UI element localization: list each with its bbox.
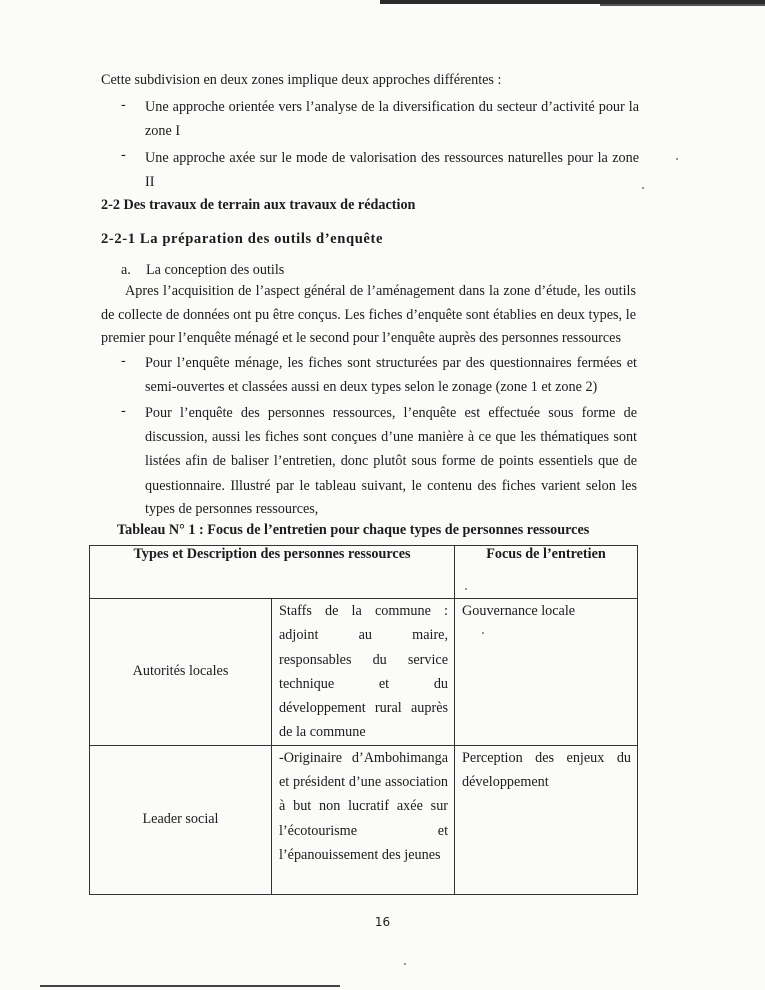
paragraph-line-3: premier pour l’enquête ménagé et le second pour l’enquête auprès des personnes ressources xyxy=(101,330,622,346)
focus-line: Gouvernance locale xyxy=(462,603,576,619)
bullet-dash: - xyxy=(121,97,126,113)
subsection-heading: 2-2-1 La préparation des outils d’enquête xyxy=(101,231,384,247)
focus-line: développement xyxy=(462,774,549,791)
scan-speck xyxy=(465,588,467,590)
bullet-1-line2: semi-ouvertes et classées aussi en deux types selon le zonage (zone 1 et zone 2) xyxy=(145,379,598,395)
item-a-label: La conception des outils xyxy=(146,262,285,278)
scan-bottom-edge xyxy=(40,985,340,987)
description-line: responsables du service xyxy=(279,651,449,668)
bullet-dash: - xyxy=(121,403,126,419)
scan-speck xyxy=(482,632,484,634)
paragraph-line-2: de collecte de données ont pu être conçus. Les fiches d’enquête sont établies en deux types, le xyxy=(101,307,636,323)
description-line: et président d’une association xyxy=(279,774,449,791)
paragraph-line-1: Apres l’acquisition de l’aspect général de l’aménagement dans la zone d’étude, les outils xyxy=(125,283,636,299)
scan-top-edge-inner xyxy=(600,4,765,6)
page-number: 16 xyxy=(374,915,391,929)
bullet-2-line1: Pour l’enquête des personnes ressources, l’enquête est effectuée sous forme de xyxy=(145,405,637,421)
description-line: l’écotourisme et xyxy=(279,822,449,839)
description-line: l’épanouissement des jeunes xyxy=(279,846,441,863)
description-line: adjoint au maire, xyxy=(279,627,449,644)
bullet-dash: - xyxy=(121,353,126,369)
intro-text: Cette subdivision en deux zones implique deux approches différentes : xyxy=(101,72,502,88)
header-types-description: Types et Description des personnes ressources xyxy=(90,546,455,599)
description-line: développement rural auprès xyxy=(279,700,449,717)
category-cell: Leader social xyxy=(90,745,272,894)
scan-speck xyxy=(404,963,406,965)
description-line: à but non lucratif axée sur xyxy=(279,798,449,815)
category-cell: Autorités locales xyxy=(90,599,272,746)
table-row xyxy=(90,599,638,746)
bullet-2-line4: questionnaire. Illustré par le tableau suivant, le contenu des fiches varient selon les xyxy=(145,478,637,494)
approach-2-line2: II xyxy=(145,174,155,190)
description-line: Staffs de la commune : xyxy=(279,603,449,619)
approach-1-line2: zone I xyxy=(145,123,181,139)
focus-cell xyxy=(455,745,638,894)
bullet-2-line3: listées afin de baliser l’entretien, donc plutôt sous forme de points essentiels que de xyxy=(145,453,637,469)
description-line: de la commune xyxy=(279,724,366,741)
resource-persons-table xyxy=(89,545,638,895)
description-line: -Originaire d’Ambohimanga xyxy=(279,749,449,766)
item-a-marker: a. xyxy=(121,262,131,278)
description-cell xyxy=(272,745,455,894)
table-caption: Tableau N° 1 : Focus de l’entretien pour chaque types de personnes ressources xyxy=(117,522,590,538)
header-focus: Focus de l’entretien xyxy=(455,546,638,599)
table-row xyxy=(90,745,638,894)
section-heading: 2-2 Des travaux de terrain aux travaux de rédaction xyxy=(101,197,416,213)
bullet-dash: - xyxy=(121,147,126,163)
approach-1-line1: Une approche orientée vers l’analyse de la diversification du secteur d’activité pour la xyxy=(145,99,639,115)
scan-speck xyxy=(676,158,678,160)
bullet-2-line5: types de personnes ressources, xyxy=(145,501,319,517)
bullet-2-line2: discussion, aussi les fiches sont conçues d’une manière à ce que les thématiques sont xyxy=(145,429,637,445)
scan-speck xyxy=(642,187,644,189)
table-header-row xyxy=(90,546,638,599)
bullet-1-line1: Pour l’enquête ménage, les fiches sont structurées par des questionnaires fermées et xyxy=(145,355,637,371)
focus-line: Perception des enjeux du xyxy=(462,749,632,766)
approach-2-line1: Une approche axée sur le mode de valorisation des ressources naturelles pour la zone xyxy=(145,150,639,166)
description-cell xyxy=(272,599,455,746)
description-line: technique et du xyxy=(279,675,449,692)
focus-cell xyxy=(455,599,638,746)
